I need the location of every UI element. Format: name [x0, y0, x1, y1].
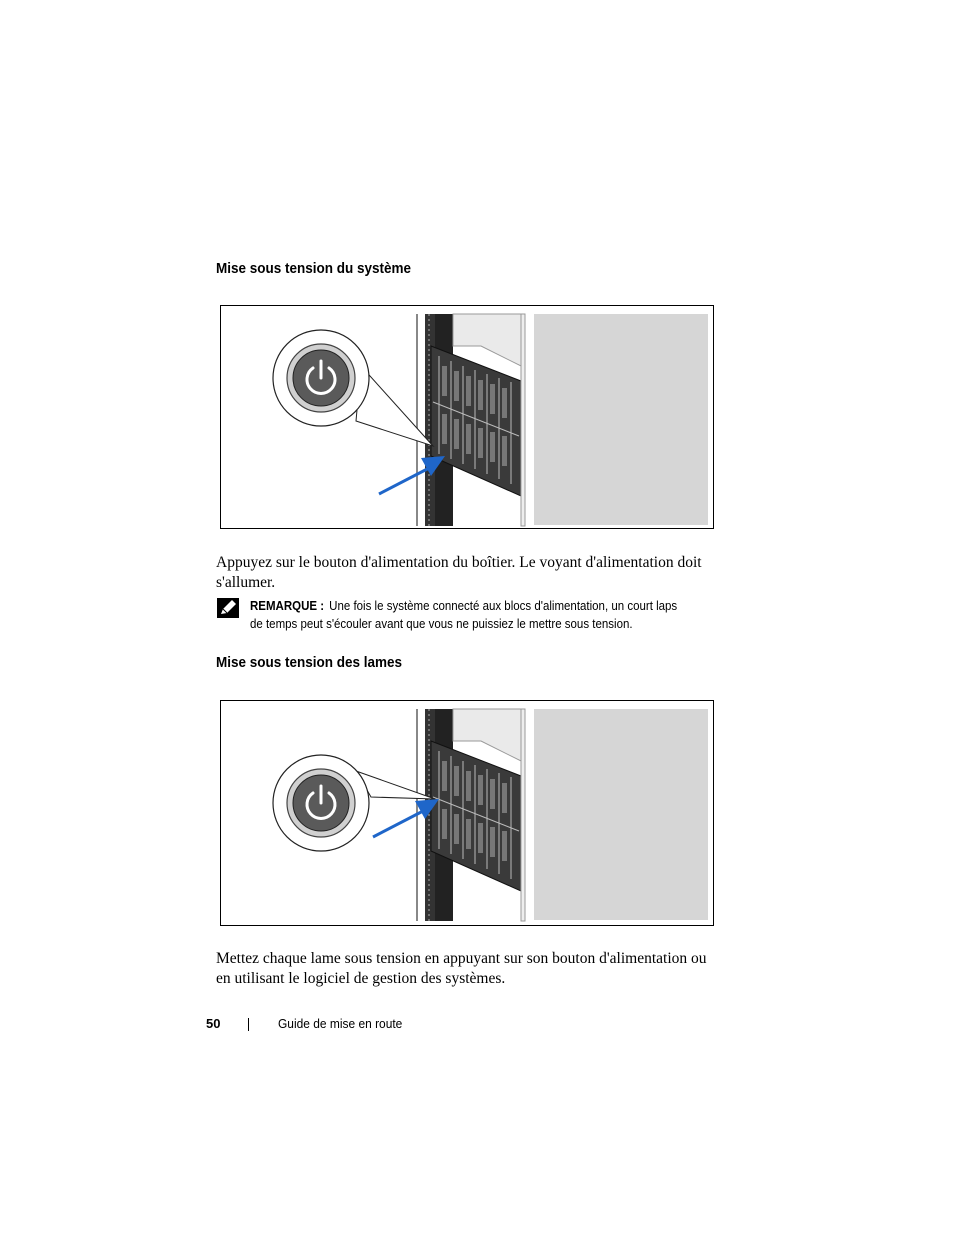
- note-text: [250, 598, 682, 633]
- section2-paragraph: Mettez chaque lame sous tension en appuyant sur son bouton d'alimentation ou en utilisant le logiciel de gestion des systèmes.: [216, 950, 707, 987]
- section-heading-blade-power: Mise sous tension des lames: [216, 654, 403, 671]
- footer-separator: [248, 1018, 249, 1031]
- note-body: Une fois le système connecté aux blocs d'alimentation, un court laps de temps peut s'écouler avant que vous ne puissiez le mettre sous tension.: [250, 599, 678, 631]
- figure-chassis-power: [220, 305, 714, 529]
- footer-doc-title: Guide de mise en route: [278, 1016, 403, 1031]
- page-number: 50: [206, 1016, 221, 1031]
- section-heading-system-power: Mise sous tension du système: [216, 260, 412, 277]
- note-label: REMARQUE :: [250, 599, 325, 613]
- pencil-note-icon: [217, 598, 239, 623]
- figure-blade-power: [220, 700, 714, 926]
- callout-blade-power-button: [273, 755, 435, 851]
- section1-paragraph: Appuyez sur le bouton d'alimentation du boîtier. Le voyant d'alimentation doit s'allumer.: [216, 554, 702, 591]
- chassis-illustration: [416, 709, 708, 921]
- callout-power-button: [273, 330, 433, 446]
- chassis-illustration: [416, 314, 708, 526]
